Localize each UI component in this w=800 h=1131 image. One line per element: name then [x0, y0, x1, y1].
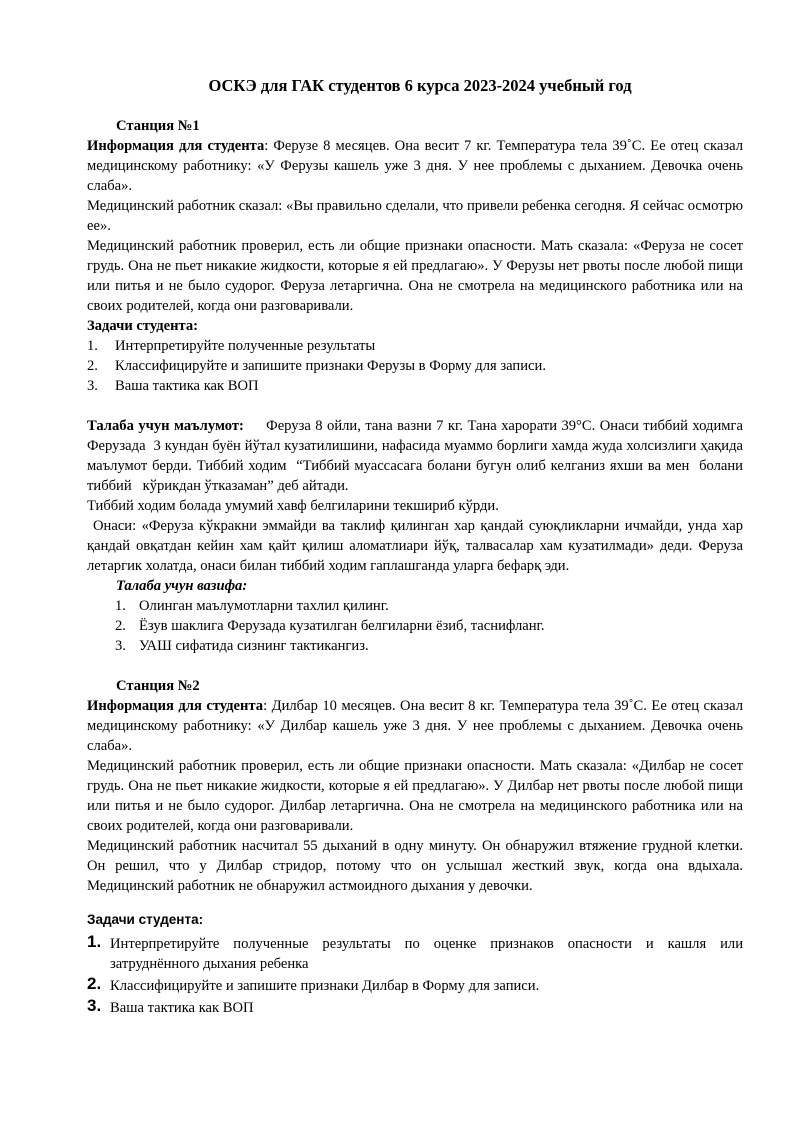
station-2-info-label: Информация для студента [87, 698, 264, 714]
list-text: Ёзув шаклига Ферузада кузатилган белгиларни ёзиб, таснифланг. [139, 618, 545, 634]
station-2-tasks-label: Задачи студента: [87, 912, 204, 927]
list-item [87, 934, 743, 974]
list-text: Ваша тактика как ВОП [115, 378, 259, 394]
station-1-heading: Станция №1 [116, 118, 200, 134]
list-item [87, 376, 743, 396]
station-1-uz-tasks-list [115, 596, 743, 656]
station-1-uz-text: Феруза 8 ойли, тана вазни 7 кг. Тана харорати 39°С. Онаси тиббий ходимга Ферузада 3 кундан буён йўтал кузатилишини, нафасида муаммо борлиги хамда жуда холсизлиги ҳақида маълумот берди. Тиббий ходим “Тиббий муассасага болани бугун олиб келганиз яхши ва мен болани тиббий кўрикдан ўтказаман” деб айтади. [87, 418, 747, 494]
list-item [87, 976, 743, 996]
station-1-uz-paragraph-3: Онаси: «Феруза кўкракни эммайди ва таклиф қилинган хар қандай суюқликларни ичмайди, унда хар қандай овқатдан кейин хам қайт қилиш аломатлиари йўқ, талвасалар хам кузатилмади» деди. Феруза летаргик холатда, онаси билан тиббий ходим гаплашганда уларга бефарқ эди. [87, 518, 743, 574]
station-2-heading: Станция №2 [116, 678, 200, 694]
list-number: 2. [87, 974, 102, 993]
list-number: 3. [115, 638, 126, 654]
list-number: 1. [115, 598, 126, 614]
station-2-paragraph-2: Медицинский работник проверил, есть ли общие признаки опасности. Мать сказала: «Дилбар не сосет грудь. Она не пьет никакие жидкости, которые я ей предлагаю». У Дилбар нет рвоты после любой пищи или питья и не было судорог. Дилбар летаргична. Она не смотрела на медицинского работника или на своих родителей, когда они разговаривали. [87, 758, 743, 834]
list-item [115, 596, 743, 616]
station-1-info [87, 136, 743, 196]
station-1-info-text: : Ферузе 8 месяцев. Она весит 7 кг. Температура тела 39˚С. Ее отец сказал медицинскому работнику: «У Ферузы кашель уже 3 дня. У нее проблемы с дыханием. Девочка очень слаба». [87, 138, 743, 194]
page-title: ОСКЭ для ГАК студентов 6 курса 2023-2024 учебный год [208, 76, 632, 95]
station-1-tasks-label: Задачи студента: [87, 318, 198, 334]
station-1-paragraph-3: Медицинский работник проверил, есть ли общие признаки опасности. Мать сказала: «Феруза не сосет грудь. Она не пьет никакие жидкости, которые я ей предлагаю». У Ферузы нет рвоты после любой пищи или питья и не было судорог. Феруза летаргична. Она не смотрела на медицинского работника или на своих родителей, когда они разговаривали. [87, 238, 743, 314]
station-1-uz-tasks-label: Талаба учун вазифа: [116, 578, 248, 594]
station-2-info [87, 696, 743, 756]
station-1-info-label: Информация для студента [87, 138, 265, 154]
list-number: 2. [115, 618, 126, 634]
list-text: Интерпретируйте полученные результаты по оценке признаков опасности и кашля или затруднённого дыхания ребенка [110, 936, 743, 972]
station-1-uz-paragraph-2: Тиббий ходим болада умумий хавф белгиларини текшириб кўрди. [87, 498, 499, 514]
list-text: Классифицируйте и запишите признаки Ферузы в Форму для записи. [115, 358, 546, 374]
list-item [115, 636, 743, 656]
list-number: 3. [87, 378, 98, 394]
list-item [87, 336, 743, 356]
station-1-uz-label: Талаба учун маълумот: [87, 418, 244, 434]
list-item [87, 356, 743, 376]
list-text: Ваша тактика как ВОП [110, 1000, 254, 1016]
station-1-paragraph-2: Медицинский работник сказал: «Вы правильно сделали, что привели ребенка сегодня. Я сейчас осмотрю ее». [87, 198, 743, 234]
list-number: 2. [87, 358, 98, 374]
station-2-paragraph-3: Медицинский работник насчитал 55 дыханий в одну минуту. Он обнаружил втяжение грудной клетки. Он решил, что у Дилбар стридор, потому что он услышал жесткий звук, когда она вдыхала. Медицинский работник не обнаружил астмоидного дыхания у девочки. [87, 838, 743, 894]
station-1-uz-info [87, 416, 747, 496]
station-2-info-text: : Дилбар 10 месяцев. Она весит 8 кг. Температура тела 39˚С. Ее отец сказал медицинскому работнику: «У Дилбар кашель уже 3 дня. У нее проблемы с дыханием. Девочка очень слаба». [87, 698, 744, 754]
station-1-tasks-list [87, 336, 743, 396]
list-text: Классифицируйте и запишите признаки Дилбар в Форму для записи. [110, 978, 540, 994]
document-page [87, 76, 747, 1020]
list-item [87, 998, 743, 1018]
list-number: 3. [87, 996, 102, 1015]
station-2-tasks-list [87, 934, 743, 1018]
list-text: Интерпретируйте полученные результаты [115, 338, 376, 354]
list-number: 1. [87, 338, 98, 354]
list-number: 1. [87, 932, 102, 951]
list-text: Олинган маълумотларни тахлил қилинг. [139, 598, 389, 614]
list-text: УАШ сифатида сизнинг тактикангиз. [139, 638, 369, 654]
list-item [115, 616, 743, 636]
